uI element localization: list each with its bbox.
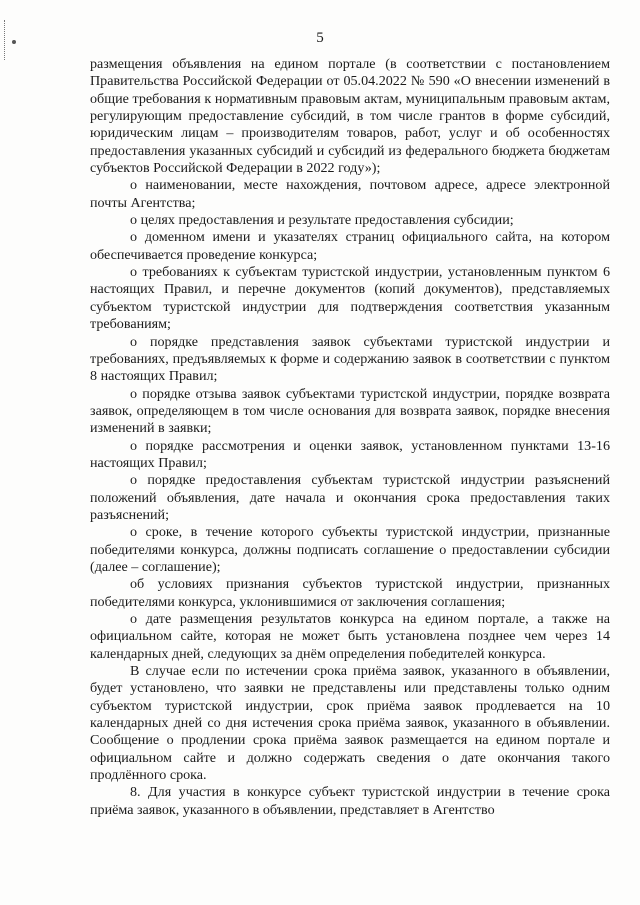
list-item-signing-term: о сроке, в течение которого субъекты туристской индустрии, признанные победителями конкурса, должны подписать соглашение о предоставлении субсидии (далее – соглашение); [90,524,610,575]
list-item-results-date: о дате размещения результатов конкурса на едином портале, а также на официальном сайте, которая не может быть установлена позднее чем через 14 календарных дней, следующих за днём определения победителей конкурса. [90,611,610,662]
list-item-evasion-conditions: об условиях признания субъектов туристской индустрии, признанных победителями конкурса, уклонившимися от заключения соглашения; [90,576,610,610]
paragraph-clause-8: 8. Для участия в конкурсе субъект туристской индустрии в течение срока приёма заявок, указанного в объявлении, представляет в Агентство [90,784,610,818]
document-body [90,56,610,819]
list-item-review-order: о порядке рассмотрения и оценки заявок, установленном пунктами 13-16 настоящих Правил; [90,437,610,471]
list-item-submission-order: о порядке представления заявок субъектами туристской индустрии и требованиях, предъявляемых к форме и содержанию заявок в соответствии с пунктом 8 настоящих Правил; [90,333,610,385]
paragraph-continuation: размещения объявления на едином портале (в соответствии с постановлением Правительства Российской Федерации от 05.04.2022 № 590 «О внесении изменений в общие требования к нормативным правовым актам, муниципальным правовым актам, регулирующим предоставление субсидий, в том числе грантов в форме субсидий, юридическим лицам – производителям товаров, работ, услуг и об особенностях предоставления указанных субсидий и субсидий из федерального бюджета бюджетам субъектов Российской Федерации в 2022 году»); [90,56,610,177]
list-item-withdrawal-order: о порядке отзыва заявок субъектами туристской индустрии, порядке возврата заявок, определяющем в том числе основания для возврата заявок, порядке внесения изменений в заявки; [90,385,610,437]
list-item-purpose: о целях предоставления и результате предоставления субсидии; [130,212,514,229]
paragraph-extension: В случае если по истечении срока приёма заявок, указанного в объявлении, будет установлено, что заявки не представлены или представлены только одним субъектом туристской индустрии, срок приёма заявок продлевается на 10 календарных дней со дня истечения срока приёма заявок, указанного в объявлении. Сообщение о продлении срока приёма заявок размещается на едином портале и официальном сайте и должно содержать сведения о дате окончания такого продлённого срока. [90,663,610,784]
list-item-domain: о доменном имени и указателях страниц официального сайта, на котором обеспечивается проведение конкурса; [90,229,610,263]
page-number: 5 [316,30,324,46]
list-item-clarifications: о порядке предоставления субъектам туристской индустрии разъяснений положений объявления, дате начала и окончания срока предоставления таких разъяснений; [90,472,610,523]
list-item-agency-contacts: о наименовании, месте нахождения, почтовом адресе, адресе электронной почты Агентства; [90,177,610,211]
list-item-requirements: о требованиях к субъектам туристской индустрии, установленным пунктом 6 настоящих Правил, и перечне документов (копий документов), представляемых субъектом туристской индустрии для подтверждения соответствия указанным требованиям; [90,264,610,333]
